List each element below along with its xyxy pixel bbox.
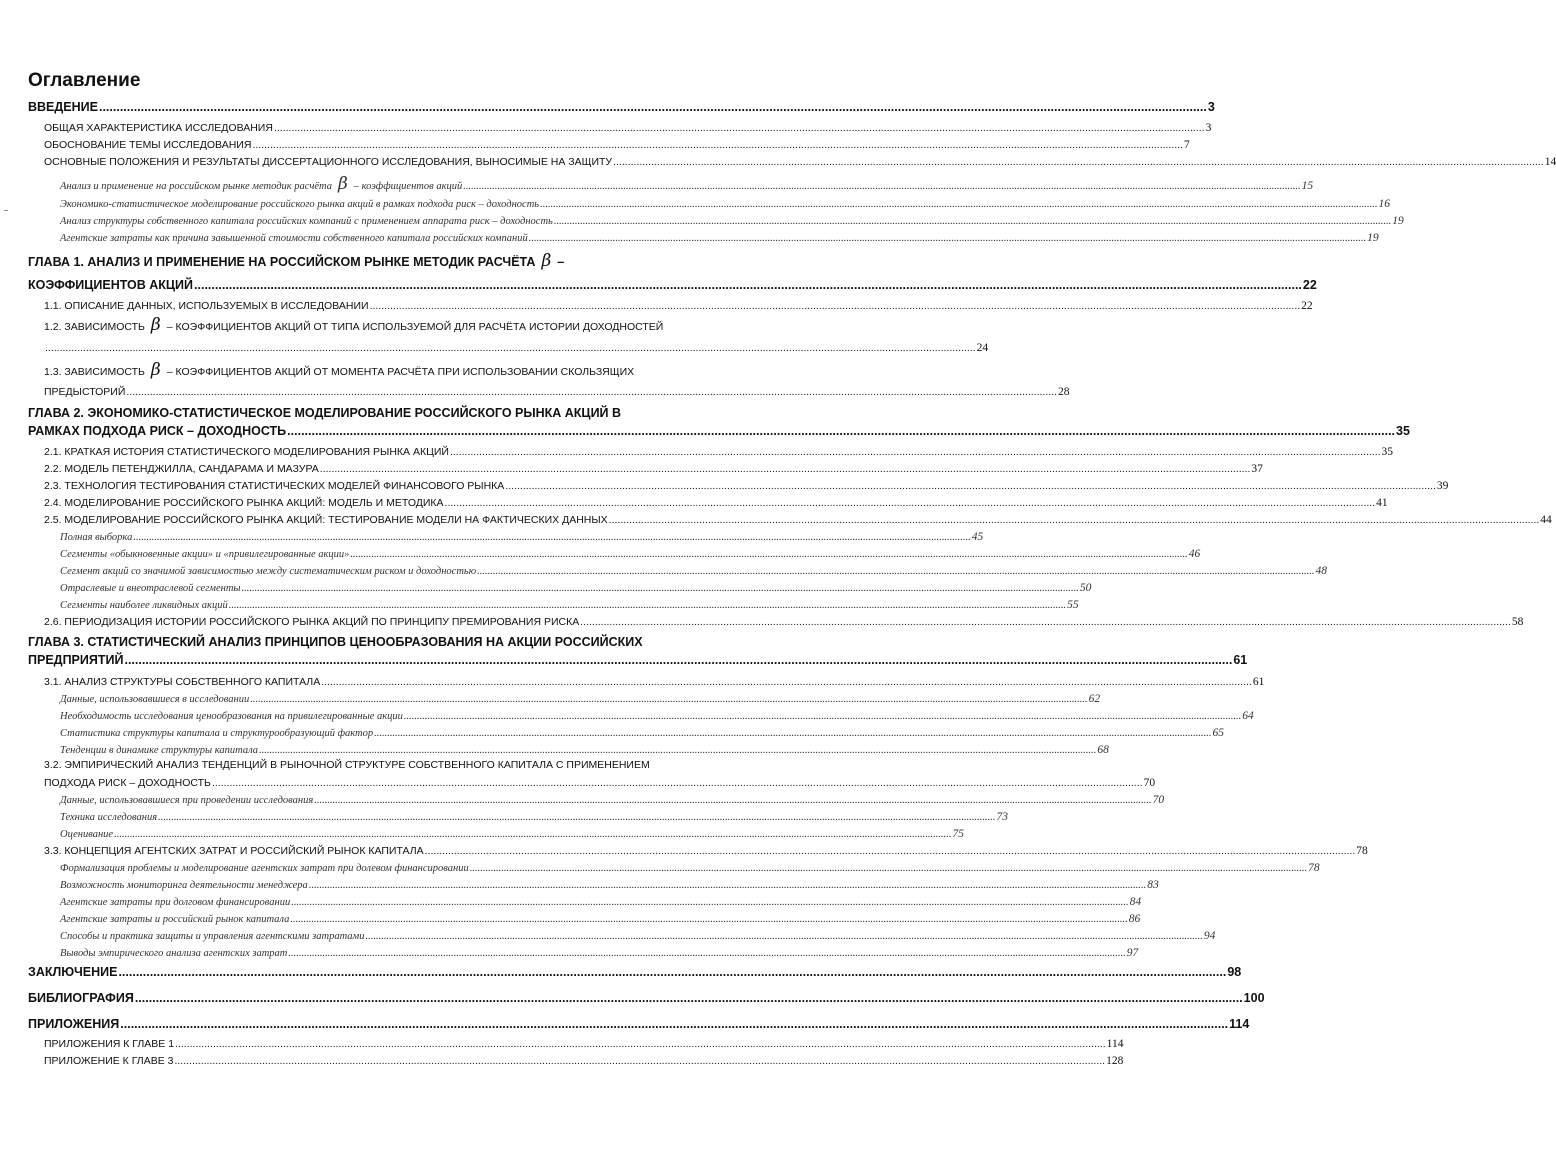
toc-entry-intro[interactable]: ВВЕДЕНИЕ ..... 3	[28, 100, 748, 114]
toc-entry[interactable]: Оценивание ..... 75	[60, 828, 748, 840]
toc-entry[interactable]: ПРИЛОЖЕНИЯ К ГЛАВЕ 1 ..... 114	[44, 1038, 748, 1050]
toc-entry[interactable]: ОСНОВНЫЕ ПОЛОЖЕНИЯ И РЕЗУЛЬТАТЫ ДИССЕРТАЦИОННОГО ИССЛЕДОВАНИЯ, ВЫНОСИМЫЕ НА ЗАЩИТУ ..... 14	[44, 156, 748, 168]
toc-entry[interactable]: 1.1. ОПИСАНИЕ ДАННЫХ, ИСПОЛЬЗУЕМЫХ В ИССЛЕДОВАНИИ ..... 22	[44, 300, 748, 312]
toc-entry[interactable]: 2.5. МОДЕЛИРОВАНИЕ РОССИЙСКОГО РЫНКА АКЦИЙ: ТЕСТИРОВАНИЕ МОДЕЛИ НА ФАКТИЧЕСКИХ ДАННЫХ ..... 44	[44, 514, 748, 526]
page-title: Оглавление	[28, 70, 141, 91]
toc-entry[interactable]: Выводы эмпирического анализа агентских затрат ..... 97	[60, 947, 748, 959]
toc-entry[interactable]: Тенденции в динамике структуры капитала ..... 68	[60, 744, 748, 756]
toc-entry[interactable]: Данные, использовавшиеся при проведении исследования ..... 70	[60, 794, 748, 806]
toc-chapter-3-heading[interactable]: ГЛАВА 3. СТАТИСТИЧЕСКИЙ АНАЛИЗ ПРИНЦИПОВ ЦЕНООБРАЗОВАНИЯ НА АКЦИИ РОССИЙСКИХ	[28, 635, 643, 649]
toc-entry[interactable]: Возможность мониторинга деятельности менеджера ..... 83	[60, 879, 748, 891]
toc-entry-1-2[interactable]: ..... 24	[44, 342, 748, 354]
toc-entry[interactable]: Полная выборка ..... 45	[60, 531, 748, 543]
toc-entry[interactable]: Сегменты наиболее ликвидных акций ..... 55	[60, 599, 748, 611]
toc-entry-3-2[interactable]: ПОДХОДА РИСК – ДОХОДНОСТЬ ..... 70	[44, 777, 748, 789]
toc-entry[interactable]: Способы и практика защиты и управления агентскими затратами ..... 94	[60, 930, 748, 942]
toc-entry[interactable]: Данные, использовавшиеся в исследовании ..... 62	[60, 693, 748, 705]
toc-entry-chapter-2[interactable]: РАМКАХ ПОДХОДА РИСК – ДОХОДНОСТЬ ..... 35	[28, 424, 748, 438]
toc-entry[interactable]: Агентские затраты и российский рынок капитала ..... 86	[60, 913, 748, 925]
toc-entry[interactable]: Анализ и применение на российском рынке методик расчёта β – коэффициентов акций ..... 15	[60, 174, 748, 194]
toc-entry[interactable]: Статистика структуры капитала и структурообразующий фактор ..... 65	[60, 727, 748, 739]
toc-entry[interactable]: Экономико-статистическое моделирование российского рынка акций в рамках подхода риск – доходность ..... 16	[60, 198, 748, 210]
toc-entry[interactable]: Отраслевые и внеотраслевой сегменты ..... 50	[60, 582, 748, 594]
toc-entry[interactable]: Анализ структуры собственного капитала российских компаний с применением аппарата риск – доходность ..... 19	[60, 215, 748, 227]
toc-entry[interactable]: Необходимость исследования ценообразования на привилегированные акции ..... 64	[60, 710, 748, 722]
toc-entry[interactable]: Агентские затраты при долговом финансировании ..... 84	[60, 896, 748, 908]
beta-symbol: β	[337, 174, 348, 194]
toc-entry[interactable]: 2.4. МОДЕЛИРОВАНИЕ РОССИЙСКОГО РЫНКА АКЦИЙ: МОДЕЛЬ И МЕТОДИКА ..... 41	[44, 497, 748, 509]
toc-chapter-1-heading[interactable]: ГЛАВА 1. АНАЛИЗ И ПРИМЕНЕНИЕ НА РОССИЙСКОМ РЫНКЕ МЕТОДИК РАСЧЁТА β –	[28, 251, 565, 271]
toc-entry-3-2-heading[interactable]: 3.2. ЭМПИРИЧЕСКИЙ АНАЛИЗ ТЕНДЕНЦИЙ В РЫНОЧНОЙ СТРУКТУРЕ СОБСТВЕННОГО КАПИТАЛА С ПРИМЕНЕНИЕМ	[44, 759, 650, 771]
toc-entry[interactable]: 3.1. АНАЛИЗ СТРУКТУРЫ СОБСТВЕННОГО КАПИТАЛА ..... 61	[44, 676, 748, 688]
toc-entry[interactable]: 2.2. МОДЕЛЬ ПЕТЕНДЖИЛЛА, САНДАРАМА И МАЗУРА ..... 37	[44, 463, 748, 475]
toc-entry-chapter-1[interactable]: КОЭФФИЦИЕНТОВ АКЦИЙ ..... 22	[28, 278, 748, 292]
beta-symbol: β	[150, 315, 161, 335]
scan-edge-mark	[4, 210, 8, 211]
toc-entry-bibliography[interactable]: БИБЛИОГРАФИЯ ..... 100	[28, 991, 748, 1005]
toc-entry-conclusion[interactable]: ЗАКЛЮЧЕНИЕ ..... 98	[28, 965, 748, 979]
toc-entry[interactable]: 2.1. КРАТКАЯ ИСТОРИЯ СТАТИСТИЧЕСКОГО МОДЕЛИРОВАНИЯ РЫНКА АКЦИЙ ..... 35	[44, 446, 748, 458]
toc-entry[interactable]: ПРИЛОЖЕНИЕ К ГЛАВЕ 3 ..... 128	[44, 1055, 748, 1067]
toc-entry-1-3[interactable]: ПРЕДЫСТОРИЙ ..... 28	[44, 386, 748, 398]
toc-entry[interactable]: ОБОСНОВАНИЕ ТЕМЫ ИССЛЕДОВАНИЯ ..... 7	[44, 139, 748, 151]
toc-entry[interactable]: 2.3. ТЕХНОЛОГИЯ ТЕСТИРОВАНИЯ СТАТИСТИЧЕСКИХ МОДЕЛЕЙ ФИНАНСОВОГО РЫНКА ..... 39	[44, 480, 748, 492]
toc-entry-appendices[interactable]: ПРИЛОЖЕНИЯ ..... 114	[28, 1017, 748, 1031]
toc-entry[interactable]: Техника исследования ..... 73	[60, 811, 748, 823]
toc-entry[interactable]: 3.3. КОНЦЕПЦИЯ АГЕНТСКИХ ЗАТРАТ И РОССИЙСКИЙ РЫНОК КАПИТАЛА ..... 78	[44, 845, 748, 857]
beta-symbol: β	[541, 251, 552, 271]
toc-entry[interactable]: Сегменты «обыкновенные акции» и «привилегированные акции» ..... 46	[60, 548, 748, 560]
toc-chapter-2-heading[interactable]: ГЛАВА 2. ЭКОНОМИКО-СТАТИСТИЧЕСКОЕ МОДЕЛИРОВАНИЕ РОССИЙСКОГО РЫНКА АКЦИЙ В	[28, 406, 622, 420]
beta-symbol: β	[150, 360, 161, 380]
toc-entry-1-2-heading[interactable]: 1.2. ЗАВИСИМОСТЬ β – КОЭФФИЦИЕНТОВ АКЦИЙ ОТ ТИПА ИСПОЛЬЗУЕМОЙ ДЛЯ РАСЧЁТА ИСТОРИИ ДОХОДНОСТЕЙ	[44, 315, 664, 335]
toc-entry-chapter-3[interactable]: ПРЕДПРИЯТИЙ ..... 61	[28, 653, 748, 667]
toc-entry-1-3-heading[interactable]: 1.3. ЗАВИСИМОСТЬ β – КОЭФФИЦИЕНТОВ АКЦИЙ ОТ МОМЕНТА РАСЧЁТА ПРИ ИСПОЛЬЗОВАНИИ СКОЛЬЗЯЩИХ	[44, 360, 635, 380]
toc-entry[interactable]: 2.6. ПЕРИОДИЗАЦИЯ ИСТОРИИ РОССИЙСКОГО РЫНКА АКЦИЙ ПО ПРИНЦИПУ ПРЕМИРОВАНИЯ РИСКА ..... 58	[44, 616, 748, 628]
toc-entry[interactable]: Сегмент акций со значимой зависимостью между систематическим риском и доходностью ..... 48	[60, 565, 748, 577]
toc-entry[interactable]: ОБЩАЯ ХАРАКТЕРИСТИКА ИССЛЕДОВАНИЯ ..... 3	[44, 122, 748, 134]
toc-entry[interactable]: Агентские затраты как причина завышенной стоимости собственного капитала российских компаний ..... 19	[60, 232, 748, 244]
toc-entry[interactable]: Формализация проблемы и моделирование агентских затрат при долевом финансировании ..... 78	[60, 862, 748, 874]
